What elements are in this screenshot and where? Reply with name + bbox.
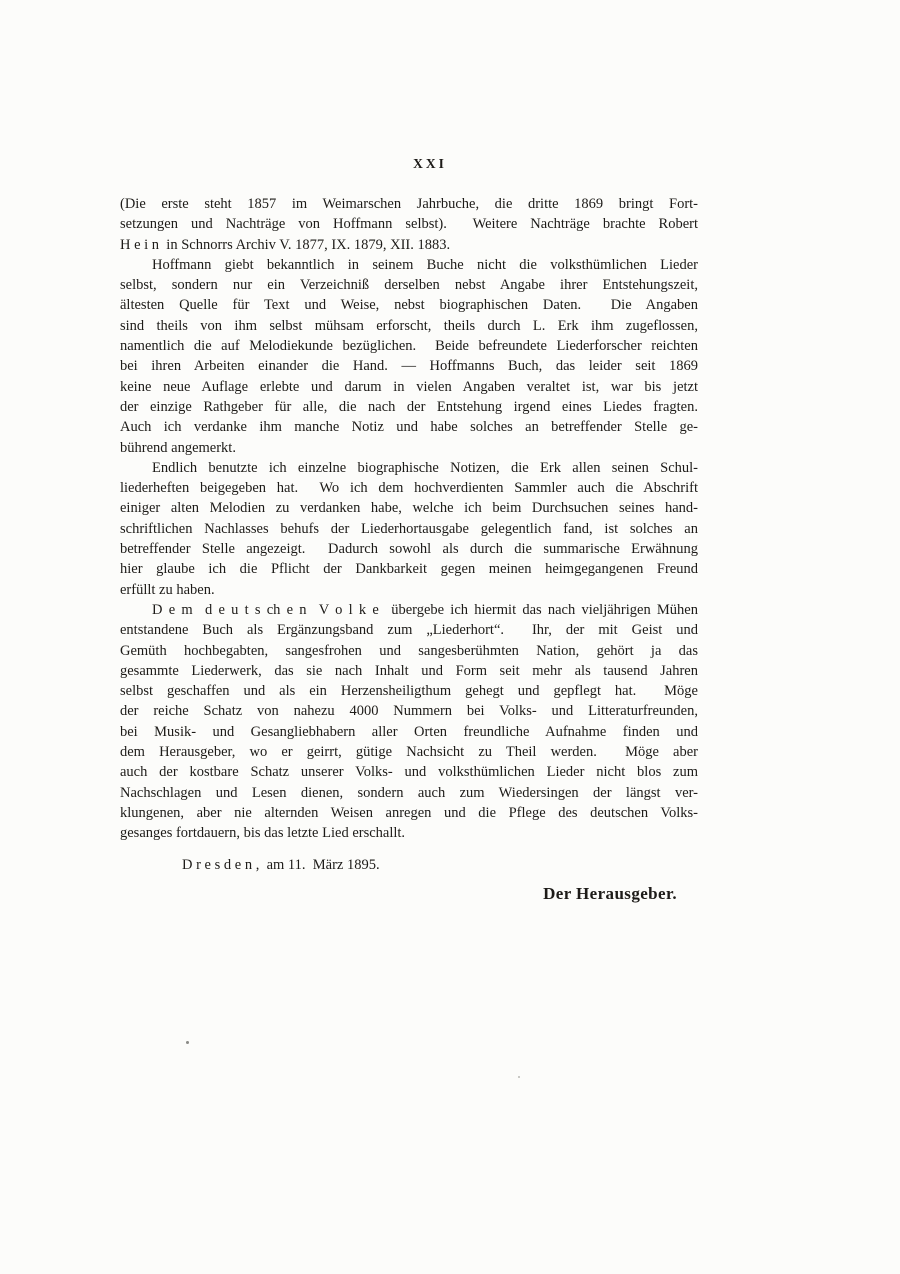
text-line: bührend angemerkt. [120,439,236,456]
text-block [120,194,698,844]
text-line: H e i n in Schnorrs Archiv V. 1877, IX. 1879, XII. 1883. [120,236,451,253]
text-line: Gemüth hochbegabten, sangesfrohen und sangesberühmten Nation, gehört ja das [120,642,698,659]
text-line: schriftlichen Nachlasses behufs der Liederhortausgabe gelegentlich fand, ist solches an [120,520,698,537]
text-line: Auch ich verdanke ihm manche Notiz und habe solches an betreffender Stelle ge- [120,419,698,436]
text-line: D e m d e u t s ch e n V o l k e übergebe ich hiermit das nach vieljährigen Mühen [152,601,698,618]
text-line: liederheften beigegeben hat. Wo ich dem hochverdienten Sammler auch die Abschrift [120,480,698,497]
text-line: der einzige Rathgeber für alle, die nach der Entstehung irgend eines Liedes fragten. [120,398,698,415]
text-line: dem Herausgeber, wo er geirrt, gütige Nachsicht zu Theil werden. Möge aber [120,744,698,761]
text-line: der reiche Schatz von nahezu 4000 Nummern bei Volks- und Litteraturfreunden, [120,703,698,720]
text-line: (Die erste steht 1857 im Weimarschen Jahrbuche, die dritte 1869 bringt Fort- [120,196,698,212]
text-line: entstandene Buch als Ergänzungsband zum „Liederhort“. Ihr, der mit Geist und [120,622,698,639]
signature: Der Herausgeber. [543,884,677,903]
text-line: gesammte Liederwerk, das sie nach Inhalt und Form seit mehr als tausend Jahren [120,662,698,679]
text-line: Endlich benutzte ich einzelne biographische Notizen, die Erk allen seinen Schul- [152,459,698,476]
scan-speck [186,1041,189,1044]
text-line: sind theils von ihm selbst mühsam erforscht, theils durch L. Erk ihm zugeflossen, [120,317,698,334]
text-line: bei Musik- und Gesangliebhabern aller Orten freundliche Aufnahme finden und [120,723,698,740]
text-line: namentlich die auf Melodiekunde bezüglichen. Beide befreundete Liederforscher reichten [120,338,698,355]
text-line: ältesten Quelle für Text und Weise, nebst biographischen Daten. Die Angaben [120,297,698,314]
dateline: D r e s d e n , am 11. März 1895. [182,857,380,873]
text-line: einiger alten Melodien zu verdanken habe, welche ich beim Durchsuchen seines hand- [120,500,698,517]
text-line: gesanges fortdauern, bis das letzte Lied erschallt. [120,825,406,842]
text-line: selbst geschaffen und als ein Herzensheiligthum gehegt und gepflegt hat. Möge [120,683,698,700]
text-line: selbst, sondern nur ein Verzeichniß derselben nebst Angabe ihrer Entstehungszeit, [120,277,698,294]
text-line: betreffender Stelle angezeigt. Dadurch sowohl als durch die summarische Erwähnung [120,541,698,558]
scan-speck [518,1076,520,1078]
text-line: Hoffmann giebt bekanntlich in seinem Buche nicht die volksthümlichen Lieder [152,256,698,273]
text-line: keine neue Auflage erlebte und darum in vielen Angaben veraltet ist, war bis jetzt [120,378,698,395]
text-line: erfüllt zu haben. [120,581,215,598]
text-line: Nachschlagen und Lesen dienen, sondern auch zum Wiedersingen der längst ver- [120,784,698,801]
text-line: setzungen und Nachträge von Hoffmann selbst). Weitere Nachträge brachte Robert [120,216,698,233]
page-number: XXI [413,156,447,171]
text-line: hier glaube ich die Pflicht der Dankbarkeit gegen meinen heimgegangenen Freund [120,561,698,578]
text-line: klungenen, aber nie alternden Weisen anregen und die Pflege des deutschen Volks- [120,804,698,821]
text-line: bei ihren Arbeiten einander die Hand. — Hoffmanns Buch, das leider seit 1869 [120,358,698,375]
text-line: auch der kostbare Schatz unserer Volks- und volksthümlichen Lieder nicht blos zum [120,764,698,781]
